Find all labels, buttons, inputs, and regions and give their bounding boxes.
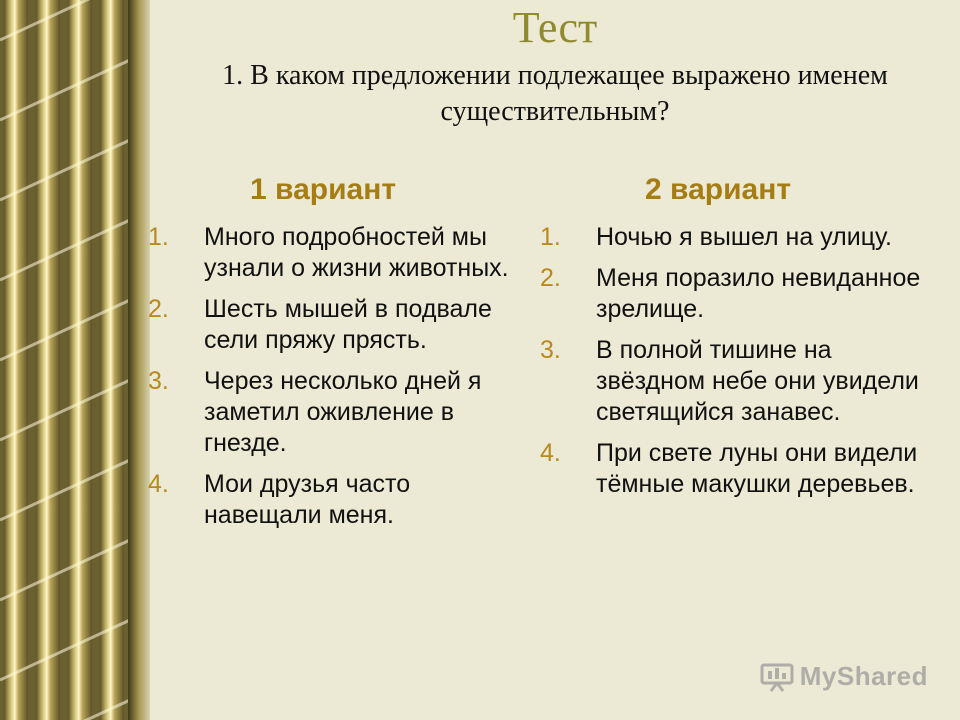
- variant-2-list: [540, 222, 940, 510]
- decorative-side-band: [0, 0, 150, 720]
- watermark-text: MyShared: [799, 661, 928, 691]
- gold-curtain-pattern: [0, 0, 150, 720]
- slide-title: Тест: [512, 3, 598, 52]
- item-number: 2.: [148, 295, 169, 323]
- item-text: Много подробностей мы узнали о жизни животных.: [204, 223, 509, 282]
- item-text: Меня поразило невиданное зрелище.: [596, 264, 921, 323]
- item-number: 3.: [540, 336, 561, 364]
- item-number: 4.: [540, 439, 561, 467]
- list-item: [540, 263, 940, 325]
- item-text: При свете луны они видели тёмные макушки деревьев.: [596, 439, 918, 498]
- item-number: 3.: [148, 367, 169, 395]
- item-number: 1.: [540, 223, 561, 251]
- list-item: [540, 335, 940, 428]
- item-text: Шесть мышей в подвале сели пряжу прясть.: [204, 295, 492, 354]
- item-text: Мои друзья часто навещали меня.: [204, 470, 411, 529]
- item-text: Ночью я вышел на улицу.: [596, 223, 892, 251]
- variant-1-list: [148, 222, 518, 541]
- list-item: [148, 294, 518, 356]
- question-text: 1. В каком предложении подлежащее выражено именем существительным?: [222, 60, 888, 127]
- list-item: [148, 222, 518, 284]
- list-item: [148, 366, 518, 459]
- item-number: 2.: [540, 264, 561, 292]
- variant-1-heading: 1 вариант: [250, 173, 397, 206]
- item-number: 1.: [148, 223, 169, 251]
- item-number: 4.: [148, 470, 169, 498]
- item-text: Через несколько дней я заметил оживление в гнезде.: [204, 367, 482, 457]
- list-item: [540, 222, 940, 253]
- presentation-icon: [760, 662, 794, 692]
- watermark: [760, 661, 928, 692]
- list-item: [148, 469, 518, 531]
- list-item: [540, 438, 940, 500]
- variant-2-heading: 2 вариант: [645, 173, 792, 206]
- item-text: В полной тишине на звёздном небе они увидели светящийся занавес.: [596, 336, 919, 426]
